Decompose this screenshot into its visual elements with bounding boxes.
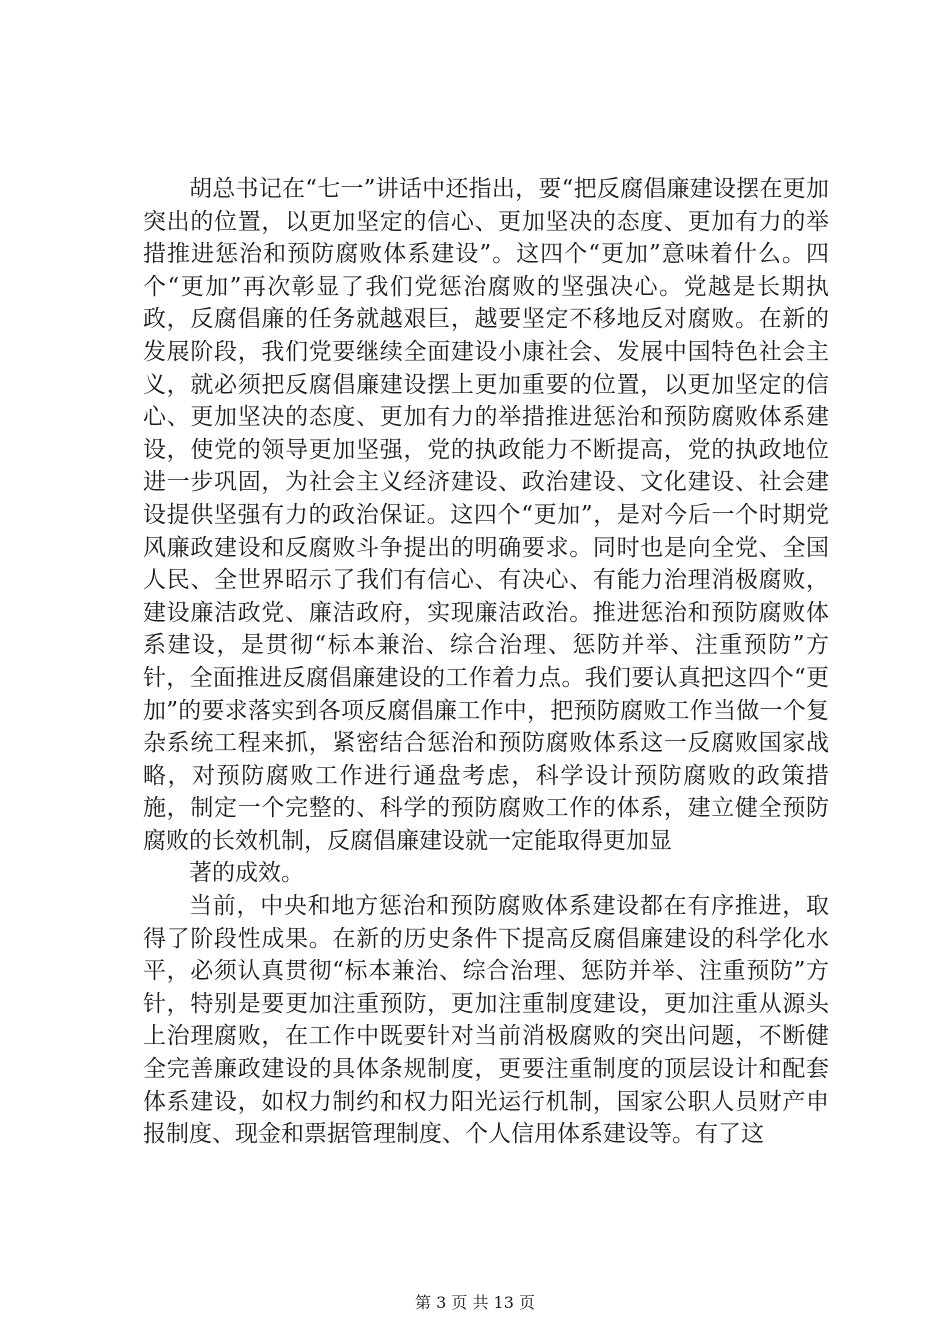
paragraph-2: 著的成效。	[189, 860, 304, 887]
paragraph-3: 当前，中央和地方惩治和预防腐败体系建设都在有序推进，取得了阶段性成果。在新的历史条件下提高反腐倡廉建设的科学化水平，必须认真贯彻“标本兼治、综合治理、惩防并举、注重预防”方针，特别是要更加注重预防，更加注重制度建设，更加注重从源头上治理腐败，在工作中既要针对当前消极腐败的突出问题，不断健全完善廉政建设的具体条规制度，更要注重制度的顶层设计和配套体系建设，如权力制约和权力阳光运行机制，国家公职人员财产申报制度、现金和票据管理制度、个人信用体系建设等。有了这	[143, 893, 829, 1148]
document-body	[143, 173, 829, 1151]
page-number-footer: 第 3 页 共 13 页	[415, 1293, 535, 1312]
paragraph-1: 胡总书记在“七一”讲话中还指出，要“把反腐倡廉建设摆在更加突出的位置，以更加坚定的信心、更加坚决的态度、更加有力的举措推进惩治和预防腐败体系建设”。这四个“更加”意味着什么。四个“更加”再次彰显了我们党惩治腐败的坚强决心。党越是长期执政，反腐倡廉的任务就越艰巨，越要坚定不移地反对腐败。在新的发展阶段，我们党要继续全面建设小康社会、发展中国特色社会主义，就必须把反腐倡廉建设摆上更加重要的位置，以更加坚定的信心、更加坚决的态度、更加有力的举措推进惩治和预防腐败体系建设，使党的领导更加坚强，党的执政能力不断提高，党的执政地位进一步巩固，为社会主义经济建设、政治建设、文化建设、社会建设提供坚强有力的政治保证。这四个“更加”，是对今后一个时期党风廉政建设和反腐败斗争提出的明确要求。同时也是向全党、全国人民、全世界昭示了我们有信心、有决心、有能力治理消极腐败，建设廉洁政党、廉洁政府，实现廉洁政治。推进惩治和预防腐败体系建设，是贯彻“标本兼治、综合治理、惩防并举、注重预防”方针，全面推进反腐倡廉建设的工作着力点。我们要认真把这四个“更加”的要求落实到各项反腐倡廉工作中，把预防腐败工作当做一个复杂系统工程来抓，紧密结合惩治和预防腐败体系这一反腐败国家战略，对预防腐败工作进行通盘考虑，科学设计预防腐败的政策措施，制定一个完整的、科学的预防腐败工作的体系，建立健全预防腐败的长效机制，反腐倡廉建设就一定能取得更加显	[143, 176, 829, 854]
